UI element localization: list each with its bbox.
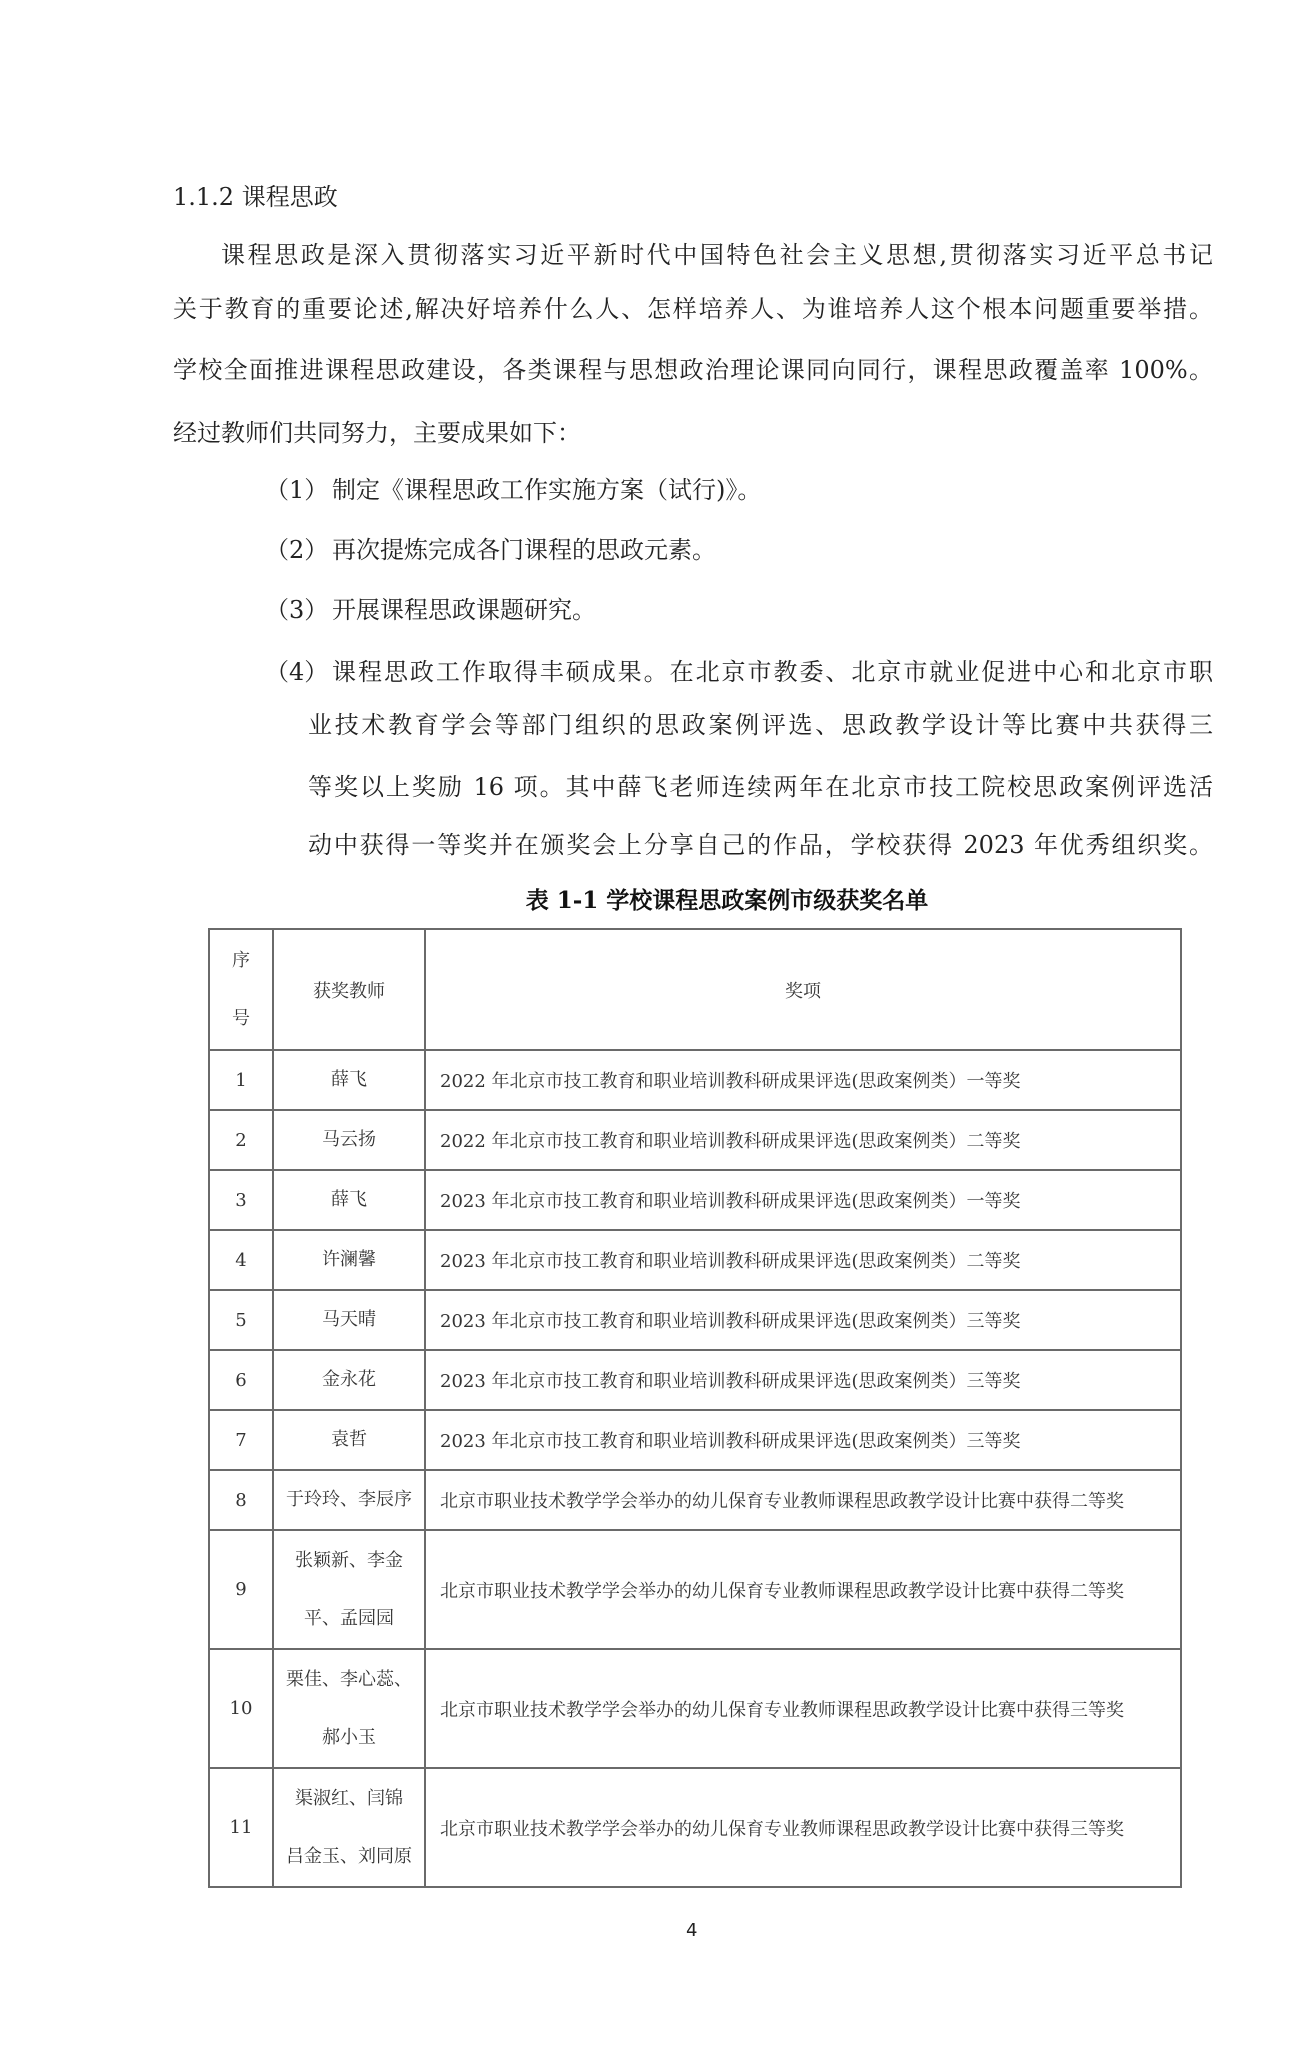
cell-teachers: [273, 1290, 425, 1350]
cell-teachers: [273, 1410, 425, 1470]
header-award: 奖项: [425, 929, 1181, 1050]
table-row: [209, 1410, 1181, 1470]
table-caption: 表 1-1 学校课程思政案例市级获奖名单: [525, 887, 929, 914]
cell-teachers: [273, 1768, 425, 1887]
teacher-name-line: 吕金玉、刘同原: [286, 1845, 412, 1867]
page-number: 4: [686, 1920, 698, 1941]
table-row: [209, 1170, 1181, 1230]
list-item-number: （4）: [265, 658, 329, 686]
teacher-name-line: 郝小玉: [322, 1726, 376, 1748]
table-row: [209, 1530, 1181, 1649]
cell-seq: 6: [209, 1350, 273, 1410]
awards-table: [208, 928, 1182, 1888]
cell-seq: 10: [209, 1649, 273, 1768]
teacher-name-line: 马天晴: [322, 1309, 376, 1330]
list-item-text: 再次提炼完成各门课程的思政元素。: [332, 536, 716, 564]
table-header-row: [209, 929, 1181, 1050]
cell-award: 2023 年北京市技工教育和职业培训教科研成果评选(思政案例类）二等奖: [425, 1230, 1181, 1290]
list-item-continuation: 业技术教育学会等部门组织的思政案例评选、思政教学设计等比赛中共获得三: [308, 711, 1213, 739]
cell-seq: 9: [209, 1530, 273, 1649]
paragraph-line: 经过教师们共同努力，主要成果如下：: [173, 419, 581, 447]
cell-teachers: [273, 1170, 425, 1230]
cell-award: 北京市职业技术教学学会举办的幼儿保育专业教师课程思政教学设计比赛中获得三等奖: [425, 1768, 1181, 1887]
cell-seq: 4: [209, 1230, 273, 1290]
section-heading: 1.1.2 课程思政: [173, 183, 338, 211]
teacher-name-line: 马云扬: [322, 1129, 376, 1150]
cell-award: 北京市职业技术教学学会举办的幼儿保育专业教师课程思政教学设计比赛中获得三等奖: [425, 1649, 1181, 1768]
cell-seq: 7: [209, 1410, 273, 1470]
table-row: [209, 1768, 1181, 1887]
teacher-name-line: 许澜馨: [322, 1249, 376, 1270]
list-item-text: 课程思政工作取得丰硕成果。在北京市教委、北京市就业促进中心和北京市职: [332, 658, 1213, 686]
header-seq-line: 号: [232, 1007, 250, 1029]
teacher-name-line: 渠淑红、闫锦: [295, 1787, 403, 1809]
list-item-number: （2）: [265, 536, 329, 564]
teacher-name-line: 于玲玲、李辰序: [286, 1489, 412, 1510]
paragraph-line: 学校全面推进课程思政建设，各类课程与思想政治理论课同向同行，课程思政覆盖率 100%。: [173, 356, 1213, 384]
teacher-name-line: 金永花: [322, 1369, 376, 1390]
table-row: [209, 1350, 1181, 1410]
header-seq: [209, 929, 273, 1050]
cell-teachers: [273, 1649, 425, 1768]
paragraph-line: 课程思政是深入贯彻落实习近平新时代中国特色社会主义思想,贯彻落实习近平总书记: [221, 241, 1213, 269]
cell-seq: 3: [209, 1170, 273, 1230]
list-item-number: （3）: [265, 596, 329, 624]
header-teacher: 获奖教师: [273, 929, 425, 1050]
teacher-name-line: 平、孟园园: [304, 1607, 394, 1629]
cell-award: 2023 年北京市技工教育和职业培训教科研成果评选(思政案例类）一等奖: [425, 1170, 1181, 1230]
cell-seq: 5: [209, 1290, 273, 1350]
cell-teachers: [273, 1230, 425, 1290]
teacher-name-line: 栗佳、李心蕊、: [286, 1668, 412, 1690]
cell-teachers: [273, 1350, 425, 1410]
table-row: [209, 1649, 1181, 1768]
list-item-text: 制定《课程思政工作实施方案（试行)》。: [332, 476, 762, 504]
teacher-name-line: 张颖新、李金: [295, 1549, 403, 1571]
table-row: [209, 1050, 1181, 1110]
list-item-continuation: 动中获得一等奖并在颁奖会上分享自己的作品，学校获得 2023 年优秀组织奖。: [308, 831, 1213, 859]
table-row: [209, 1230, 1181, 1290]
list-item-continuation: 等奖以上奖励 16 项。其中薛飞老师连续两年在北京市技工院校思政案例评选活: [308, 773, 1213, 801]
cell-award: 2023 年北京市技工教育和职业培训教科研成果评选(思政案例类）三等奖: [425, 1290, 1181, 1350]
teacher-name-line: 袁哲: [331, 1429, 367, 1450]
table-row: [209, 1290, 1181, 1350]
cell-seq: 1: [209, 1050, 273, 1110]
cell-award: 北京市职业技术教学学会举办的幼儿保育专业教师课程思政教学设计比赛中获得二等奖: [425, 1530, 1181, 1649]
cell-award: 2023 年北京市技工教育和职业培训教科研成果评选(思政案例类）三等奖: [425, 1410, 1181, 1470]
table-row: [209, 1470, 1181, 1530]
cell-teachers: [273, 1110, 425, 1170]
teacher-name-line: 薛飞: [331, 1069, 367, 1090]
cell-teachers: [273, 1530, 425, 1649]
cell-seq: 2: [209, 1110, 273, 1170]
list-item-number: （1）: [265, 476, 329, 504]
cell-award: 2023 年北京市技工教育和职业培训教科研成果评选(思政案例类）三等奖: [425, 1350, 1181, 1410]
cell-award: 北京市职业技术教学学会举办的幼儿保育专业教师课程思政教学设计比赛中获得二等奖: [425, 1470, 1181, 1530]
cell-seq: 8: [209, 1470, 273, 1530]
cell-teachers: [273, 1470, 425, 1530]
cell-teachers: [273, 1050, 425, 1110]
teacher-name-line: 薛飞: [331, 1189, 367, 1210]
cell-award: 2022 年北京市技工教育和职业培训教科研成果评选(思政案例类）一等奖: [425, 1050, 1181, 1110]
list-item-text: 开展课程思政课题研究。: [332, 596, 596, 624]
cell-award: 2022 年北京市技工教育和职业培训教科研成果评选(思政案例类）二等奖: [425, 1110, 1181, 1170]
cell-seq: 11: [209, 1768, 273, 1887]
header-seq-line: 序: [232, 949, 250, 971]
table-row: [209, 1110, 1181, 1170]
paragraph-line: 关于教育的重要论述,解决好培养什么人、怎样培养人、为谁培养人这个根本问题重要举措。: [173, 295, 1213, 323]
